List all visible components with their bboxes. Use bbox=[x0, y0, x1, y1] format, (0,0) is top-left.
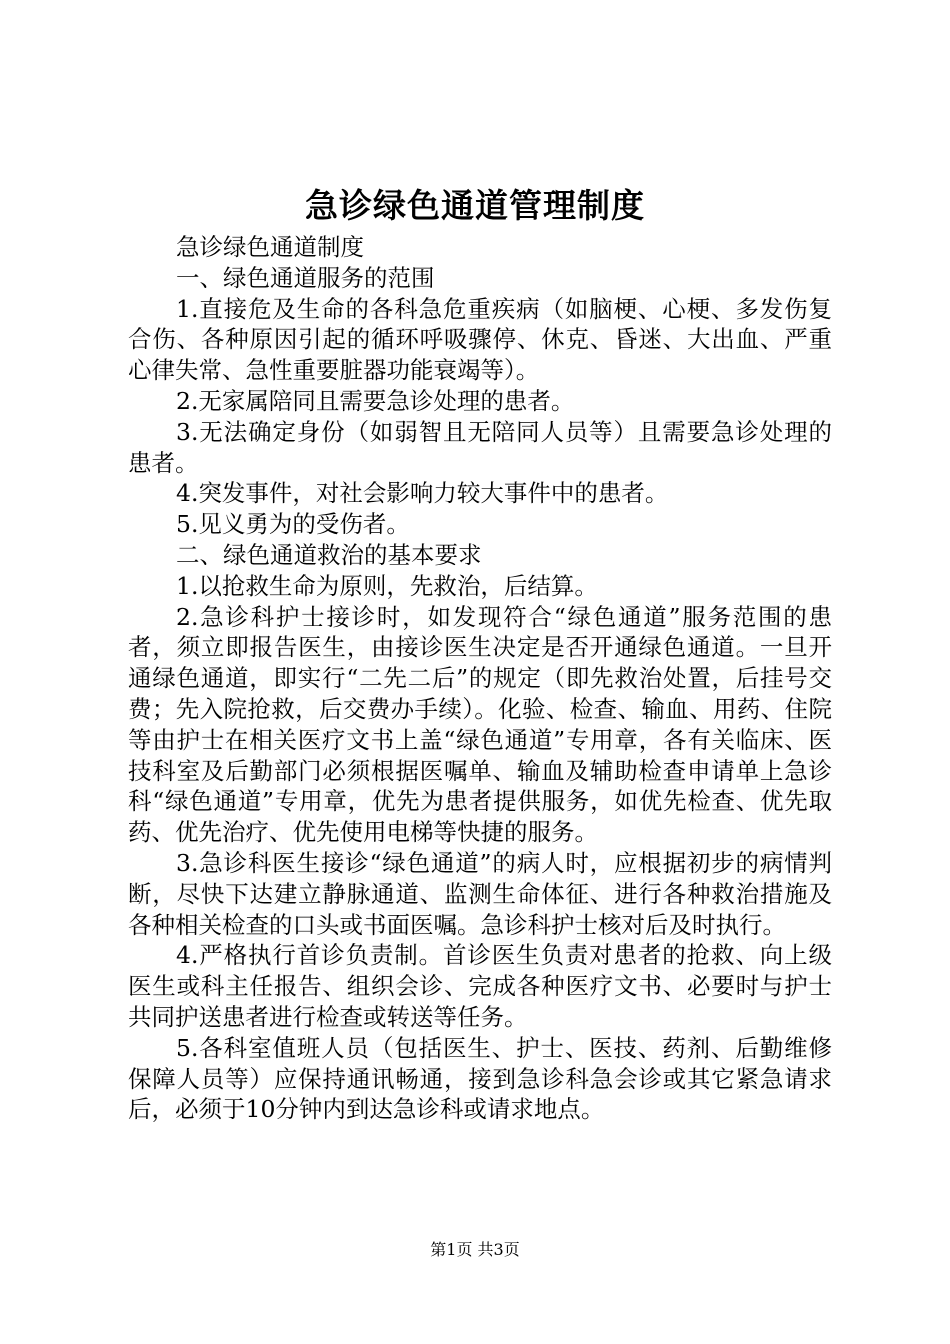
paragraph: 1.以抢救生命为原则，先救治，后结算。 bbox=[176, 571, 598, 600]
paragraph: 5.各科室值班人员（包括医生、护士、医技、药剂、后勤维修保障人员等）应保持通讯畅通，接到急诊科急会诊或其它紧急请求后，必须于10分钟内到达急诊科或请求地点。 bbox=[128, 1033, 832, 1124]
paragraph: 3.无法确定身份（如弱智且无陪同人员等）且需要急诊处理的患者。 bbox=[128, 417, 832, 477]
page-footer: 第1页 共3页 bbox=[430, 1240, 520, 1259]
page-title: 急诊绿色通道管理制度 bbox=[305, 186, 645, 225]
paragraph: 2.无家属陪同且需要急诊处理的患者。 bbox=[176, 386, 575, 415]
section-heading: 一、绿色通道服务的范围 bbox=[176, 263, 435, 292]
section-heading: 二、绿色通道救治的基本要求 bbox=[176, 540, 482, 569]
paragraph: 5.见义勇为的受伤者。 bbox=[176, 510, 410, 539]
document-body bbox=[128, 232, 832, 1125]
paragraph: 4.严格执行首诊负责制。首诊医生负责对患者的抢救、向上级医生或科主任报告、组织会诊、完成各种医疗文书、必要时与护士共同护送患者进行检查或转送等任务。 bbox=[128, 941, 832, 1031]
paragraph: 3.急诊科医生接诊“绿色通道”的病人时，应根据初步的病情判断，尽快下达建立静脉通道、监测生命体征、进行各种救治措施及各种相关检查的口头或书面医嘱。急诊科护士核对后及时执行。 bbox=[128, 848, 832, 939]
paragraph: 4.突发事件，对社会影响力较大事件中的患者。 bbox=[176, 479, 669, 508]
paragraph: 急诊绿色通道制度 bbox=[176, 233, 364, 261]
paragraph: 1.直接危及生命的各科急危重疾病（如脑梗、心梗、多发伤复合伤、各种原因引起的循环呼吸骤停、休克、昏迷、大出血、严重心律失常、急性重要脏器功能衰竭等）。 bbox=[128, 294, 832, 385]
paragraph: 2.急诊科护士接诊时，如发现符合“绿色通道”服务范围的患者，须立即报告医生，由接诊医生决定是否开通绿色通道。一旦开通绿色通道，即实行“二先二后”的规定（即先救治处置，后挂号交费；先入院抢救，后交费办手续）。化验、检查、输血、用药、住院等由护士在相关医疗文书上盖“绿色通道”专用章，各有关临床、医技科室及后勤部门必须根据医嘱单、输血及辅助检查申请单上急诊科“绿色通道”专用章，优先为患者提供服务，如优先检查、优先取药、优先治疗、优先使用电梯等快捷的服务。 bbox=[128, 602, 832, 847]
